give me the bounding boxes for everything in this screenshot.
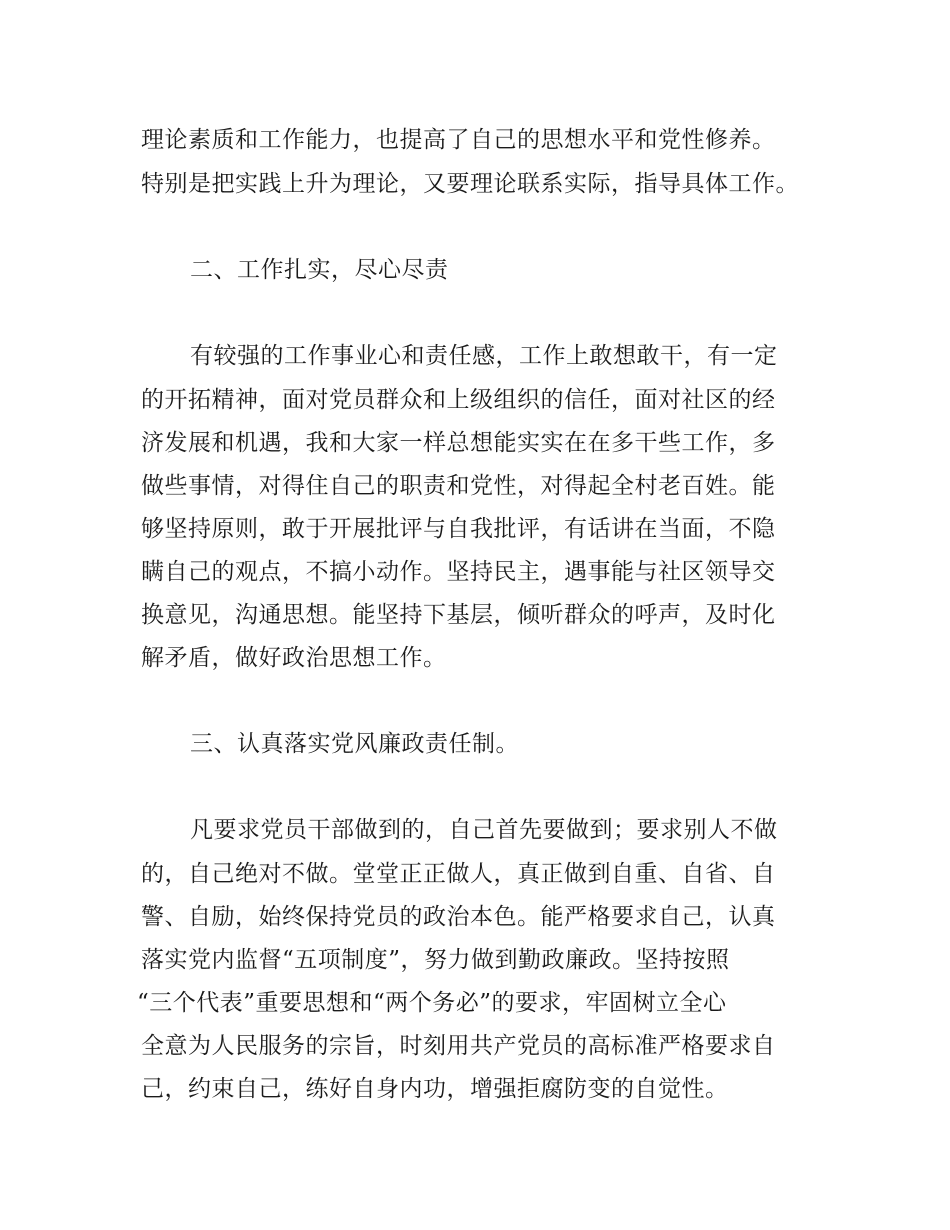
text-line: 全意为人民服务的宗旨，时刻用共产党员的高标准严格要求自 [141,1033,776,1059]
text-line: 警、自励，始终保持党员的政治本色。能严格要求自己，认真 [141,904,776,930]
text-line: 特别是把实践上升为理论，又要理论联系实际，指导具体工作。 [141,171,799,197]
text-line: 理论素质和工作能力，也提高了自己的思想水平和党性修养。 [141,127,776,153]
text-line: 解矛盾，做好政治思想工作。 [141,645,447,671]
text-line: 有较强的工作事业心和责任感，工作上敢想敢干，有一定 [190,343,778,369]
text-line: 瞒自己的观点，不搞小动作。坚持民主，遇事能与社区领导交 [141,559,776,585]
text-line: 的开拓精神，面对党员群众和上级组织的信任，面对社区的经 [141,387,776,413]
text-line: 做些事情，对得住自己的职责和党性，对得起全村老百姓。能 [141,473,776,499]
text-line: 的，自己绝对不做。堂堂正正做人，真正做到自重、自省、自 [141,861,776,887]
text-line: 够坚持原则，敢于开展批评与自我批评，有话讲在当面，不隐 [141,516,776,542]
section-heading-2: 二、工作扎实，尽心尽责 [190,257,449,283]
text-line: 凡要求党员干部做到的，自己首先要做到；要求别人不做 [190,817,778,843]
text-line: “三个代表”重要思想和“两个务必”的要求，牢固树立全心 [137,990,727,1016]
text-line: 换意见，沟通思想。能坚持下基层，倾听群众的呼声，及时化 [141,602,776,628]
text-line: 己，约束自己，练好自身内功，增强拒腐防变的自觉性。 [141,1076,729,1102]
section-heading-3: 三、认真落实党风廉政责任制。 [190,731,519,757]
text-line: 济发展和机遇，我和大家一样总想能实实在在多干些工作，多 [141,430,776,456]
text-line: 落实党内监督“五项制度”，努力做到勤政廉政。坚持按照 [141,947,730,973]
